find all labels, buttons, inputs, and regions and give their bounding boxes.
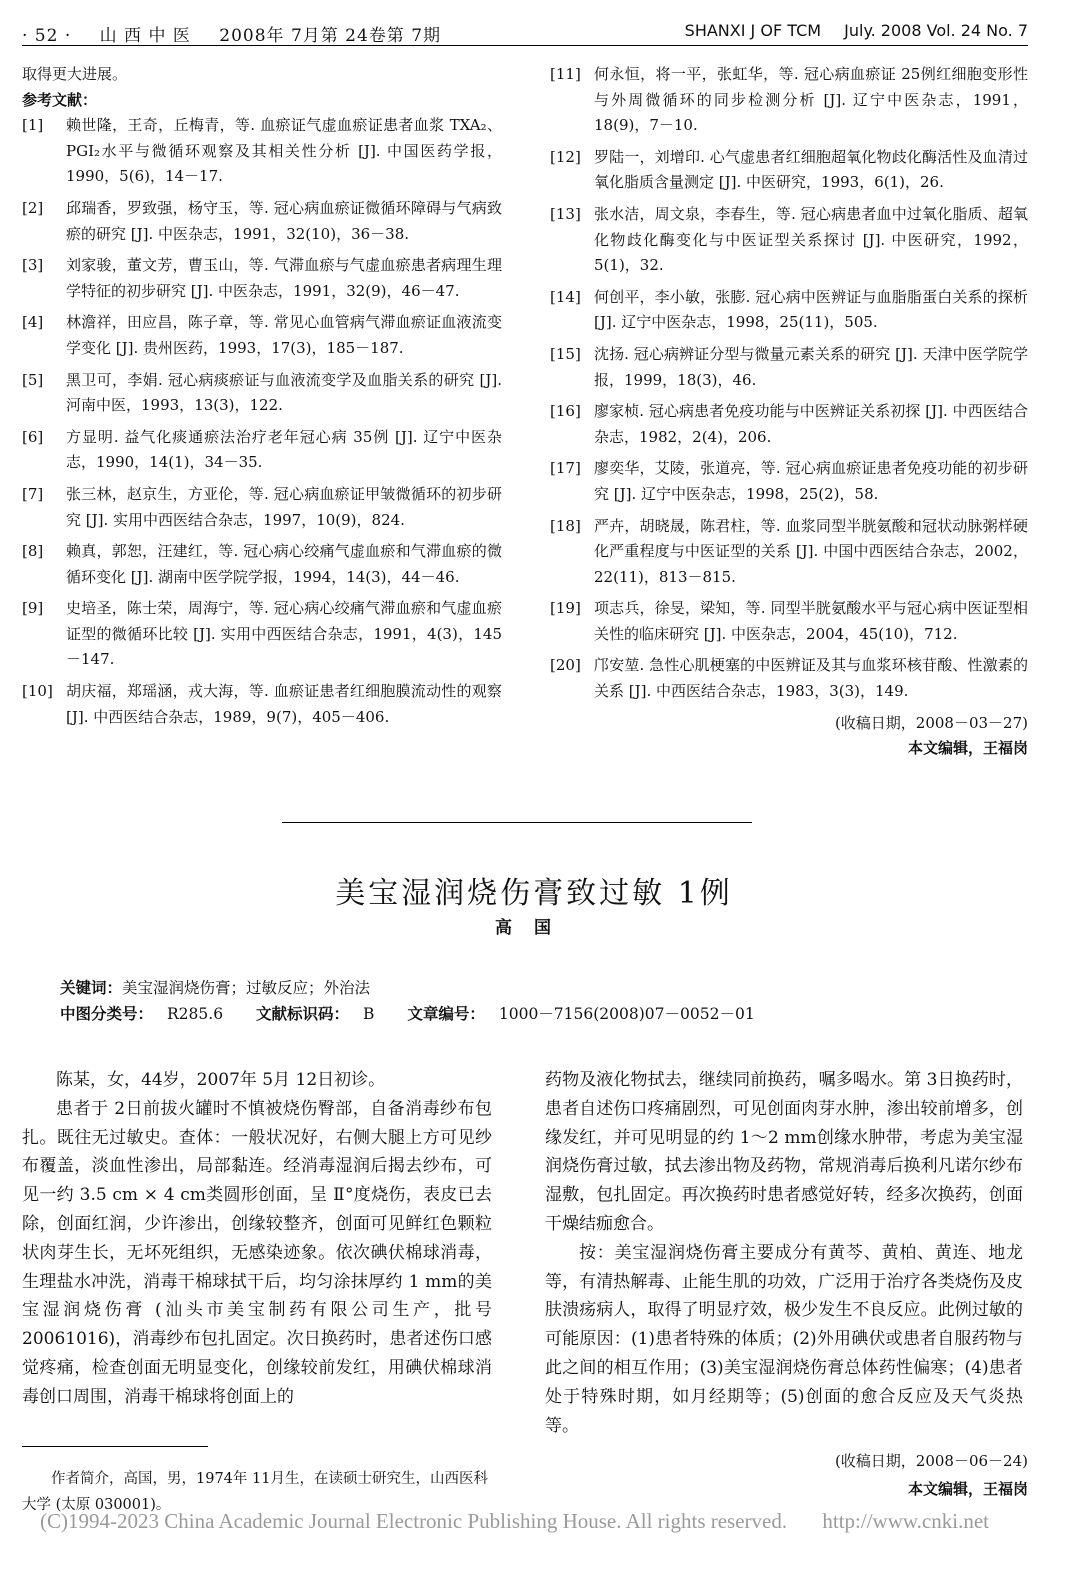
reference-text: 赖真，郭恕，汪建红，等. 冠心病心绞痛气虚血瘀和气滞血瘀的微循环变化 [J]. 湖南中医学院学报，1994，14(3)，44－46. (66, 542, 502, 586)
reference-number: [2] (22, 198, 44, 217)
article-editor-credit: 本文编辑，王福岗 (907, 1480, 1028, 1498)
reference-text: 项志兵，徐旻，梁知，等. 同型半胱氨酸水平与冠心病中医证型相关性的临床研究 [J]. 中医杂志，2004，45(10)，712. (594, 599, 1028, 643)
reference-text: 赖世隆，王奇，丘梅青，等. 血瘀证气虚血瘀证患者血浆 TXA₂、PGI₂水平与微循环观察及其相关性分析 [J]. 中国医药学报，1990，5(6)，14－17. (66, 116, 502, 186)
article-meta (60, 975, 783, 1027)
reference-number: [10] (22, 682, 53, 701)
reference-item (550, 399, 1028, 450)
article-no-value: 1000－7156(2008)07－0052－01 (498, 1005, 755, 1023)
editor-credit: 本文编辑，王福岗 (907, 739, 1028, 758)
reference-number: [7] (22, 484, 44, 503)
reference-text: 方显明. 益气化痰通瘀法治疗老年冠心病 35例 [J]. 辽宁中医杂志，1990，14(1)，34－35. (66, 427, 502, 472)
body-column-right (545, 1066, 1023, 1440)
keywords-label: 关键词： (60, 978, 123, 997)
received-date: (收稿日期，2008－03－27) (834, 713, 1028, 732)
header-right (667, 21, 1028, 40)
reference-item (22, 368, 502, 419)
reference-text: 林澹祥，田应昌，陈子章，等. 常见心血管病气滞血瘀证血液流变学变化 [J]. 贵州医药，1993，17(3)，185－187. (66, 313, 502, 357)
reference-text: 张三林，赵京生，方亚伦，等. 冠心病血瘀证甲皱微循环的初步研究 [J]. 实用中西医结合杂志，1997，10(9)，824. (66, 484, 502, 529)
reference-item (550, 202, 1028, 279)
reference-number: [4] (22, 313, 44, 332)
reference-item (550, 596, 1028, 647)
reference-number: [11] (550, 65, 581, 83)
reference-item (550, 62, 1028, 139)
issue-cn: 2008年 7月第 24卷第 7期 (219, 26, 442, 46)
article-no-label: 文章编号： (407, 1004, 485, 1023)
reference-text: 廖奕华，艾陵，张道亮，等. 冠心病血瘀证患者免疫功能的初步研究 [J]. 辽宁中医杂志，1998，25(2)，58. (594, 459, 1028, 503)
keywords: 美宝湿润烧伤膏；过敏反应；外治法 (122, 979, 371, 997)
references-column-right (550, 62, 1028, 762)
body-paragraph: 药物及液化物拭去，继续同前换药，嘱多喝水。第 3日换药时，患者自述伤口疼痛剧烈，可见创面肉芽水肿，渗出较前增多，创缘发红，并可见明显的约 1～2 mm创缘水肿带，考虑为美宝湿润烧伤膏过敏，拭去渗出物及药物，常规消毒后换利凡诺尔纱布湿敷，包扎固定。再次换药时患者感觉好转，经多次换药，创面干燥结痂愈合。 (545, 1070, 1023, 1234)
references-heading: 参考文献： (22, 90, 98, 109)
clc-value: R285.6 (167, 1005, 224, 1023)
issue-en: July. 2008 Vol. 24 No. 7 (844, 21, 1028, 40)
reference-text: 张水洁，周文泉，李春生，等. 冠心病患者血中过氧化脂质、超氧化物歧化酶变化与中医证型关系探讨 [J]. 中医研究，1992，5(1)，32. (594, 204, 1028, 275)
reference-number: [12] (550, 147, 581, 166)
reference-number: [14] (550, 287, 581, 306)
reference-text: 邝安堃. 急性心肌梗塞的中医辨证及其与血浆环核苷酸、性激素的关系 [J]. 中西医结合杂志，1983，3(3)，149. (594, 656, 1028, 701)
journal-name-en: SHANXI J OF TCM (684, 21, 822, 40)
body-paragraph: 陈某，女，44岁，2007年 5月 12日初诊。 (56, 1070, 386, 1090)
reference-item (22, 310, 502, 361)
reference-item (550, 145, 1028, 196)
reference-number: [8] (22, 542, 44, 561)
reference-number: [9] (22, 599, 44, 618)
reference-item (22, 679, 502, 730)
closing-line: 取得更大进展。 (22, 65, 128, 83)
reference-item (550, 342, 1028, 393)
reference-text: 罗陆一，刘增印. 心气虚患者红细胞超氧化物歧化酶活性及血清过氧化脂质含量测定 [J]. 中医研究，1993，6(1)，26. (594, 147, 1028, 192)
journal-name-cn: 山 西 中 医 (99, 26, 191, 46)
reference-number: [13] (550, 204, 581, 223)
reference-text: 严卉，胡晓晟，陈君柱，等. 血浆同型半胱氨酸和冠状动脉粥样硬化严重程度与中医证型的关系 [J]. 中国中西医结合杂志，2002，22(11)，813－815. (594, 516, 1028, 586)
reference-text: 廖家桢. 冠心病患者免疫功能与中医辨证关系初探 [J]. 中西医结合杂志，1982，2(4)，206. (594, 402, 1028, 446)
reference-number: [15] (550, 344, 581, 363)
reference-item (550, 514, 1028, 591)
article-author: 高国 (495, 918, 573, 938)
reference-item (550, 285, 1028, 336)
reference-number: [17] (550, 459, 581, 478)
reference-text: 何创平，李小敏，张膨. 冠心病中医辨证与血脂脂蛋白关系的探析 [J]. 辽宁中医杂志，1998，25(11)，505. (594, 287, 1028, 332)
doc-code-value: B (363, 1005, 375, 1023)
reference-text: 何永恒，将一平，张虹华，等. 冠心病血瘀证 25例红细胞变形性与外周微循环的同步检测分析 [J]. 辽宁中医杂志，1991，18(9)，7－10. (594, 65, 1028, 135)
section-divider (282, 822, 752, 823)
copyright-watermark (40, 1509, 1040, 1534)
reference-item (550, 653, 1028, 704)
body-paragraph: 按：美宝湿润烧伤膏主要成分有黄芩、黄柏、黄连、地龙等，有清热解毒、止能生肌的功效，广泛用于治疗各类烧伤及皮肤溃疡病人，取得了明显疗效，极少发生不良反应。此例过敏的可能原因：(1)患者特殊的体质；(2)外用碘伏或患者自服药物与此之间的相互作用；(3)美宝湿润烧伤膏总体药性偏寒；(4)患者处于特殊时期，如月经期等；(5)创面的愈合反应及天气炎热等。 (545, 1242, 1023, 1436)
reference-text: 邱瑞香，罗致强，杨守玉，等. 冠心病血瘀证微循环障碍与气病致瘀的研究 [J]. 中医杂志，1991，32(10)，36－38. (66, 198, 502, 243)
reference-item (550, 456, 1028, 507)
cnki-url: http://www.cnki.net (822, 1509, 989, 1533)
references-column-left (22, 62, 502, 736)
reference-item (22, 482, 502, 533)
reference-item (22, 596, 502, 673)
reference-number: [6] (22, 427, 44, 446)
reference-text: 黑卫可，李娟. 冠心病痰瘀证与血液流变学及血脂关系的研究 [J]. 河南中医，1993，13(3)，122. (66, 370, 502, 415)
clc-label: 中图分类号： (60, 1004, 154, 1023)
reference-item (22, 196, 502, 247)
doc-code-label: 文献标识码： (256, 1004, 350, 1023)
reference-number: [5] (22, 370, 44, 389)
reference-list-right (550, 62, 1028, 705)
reference-text: 胡庆福，郑瑶涵，戎大海，等. 血瘀证患者红细胞膜流动性的观察 [J]. 中西医结合杂志，1989，9(7)，405－406. (66, 682, 502, 726)
reference-text: 史培圣，陈士荣，周海宁，等. 冠心病心绞痛气滞血瘀和气虚血瘀证型的微循环比较 [J]. 实用中西医结合杂志，1991，4(3)，145－147. (66, 599, 502, 669)
reference-number: [20] (550, 656, 581, 675)
reference-number: [1] (22, 116, 44, 135)
reference-item (22, 113, 502, 190)
reference-list-left (22, 113, 502, 730)
author-note: 作者简介，高国，男，1974年 11月生，在读硕士研究生，山西医科大学 (太原 030001)。 (22, 1471, 488, 1513)
body-column-left (22, 1066, 492, 1412)
article-received-date: (收稿日期，2008－06－24) (834, 1452, 1028, 1470)
keywords-line (60, 975, 783, 1001)
reference-number: [18] (550, 516, 581, 535)
page-number: · 52 · (22, 26, 72, 46)
reference-item (22, 253, 502, 304)
header-left (22, 21, 463, 46)
article-title: 美宝湿润烧伤膏致过敏 1例 (335, 876, 733, 911)
reference-text: 刘家骏，董文芳，曹玉山，等. 气滞血瘀与气虚血瘀患者病理生理学特征的初步研究 [J]. 中医杂志，1991，32(9)，46－47. (66, 256, 502, 300)
page-header (22, 18, 1028, 46)
reference-number: [16] (550, 402, 581, 421)
footnote-rule (22, 1446, 208, 1447)
reference-item (22, 425, 502, 476)
reference-item (22, 539, 502, 590)
reference-number: [3] (22, 256, 44, 275)
body-paragraph: 患者于 2日前拔火罐时不慎被烧伤臀部，自备消毒纱布包扎。既往无过敏史。查体：一般状况好，右侧大腿上方可见纱布覆盖，淡血性渗出，局部黏连。经消毒湿润后揭去纱布，可见一约 3.5 cm × 4 cm类圆形创面，呈 Ⅱ°度烧伤，表皮已去除，创面红润，少许渗出，创缘较整齐，创面可见鲜红色颗粒状肉芽生长，无坏死组织，无感染迹象。依次碘伏棉球消毒，生理盐水冲洗，消毒干棉球拭干后，均匀涂抹厚约 1 mm的美宝湿润烧伤膏 (汕头市美宝制药有限公司生产，批号 20061016)，消毒纱布包扎固定。次日换药时，患者述伤口感觉疼痛，检查创面无明显变化，创缘较前发红，用碘伏棉球消毒创口周围，消毒干棉球将创面上的 (22, 1098, 492, 1407)
reference-text: 沈扬. 冠心病辨证分型与微量元素关系的研究 [J]. 天津中医学院学报，1999，18(3)，46. (594, 344, 1028, 389)
classification-line (60, 1001, 783, 1027)
reference-number: [19] (550, 599, 581, 618)
copyright-text: (C)1994-2023 China Academic Journal Electronic Publishing House. All rights reserved. (40, 1509, 788, 1533)
